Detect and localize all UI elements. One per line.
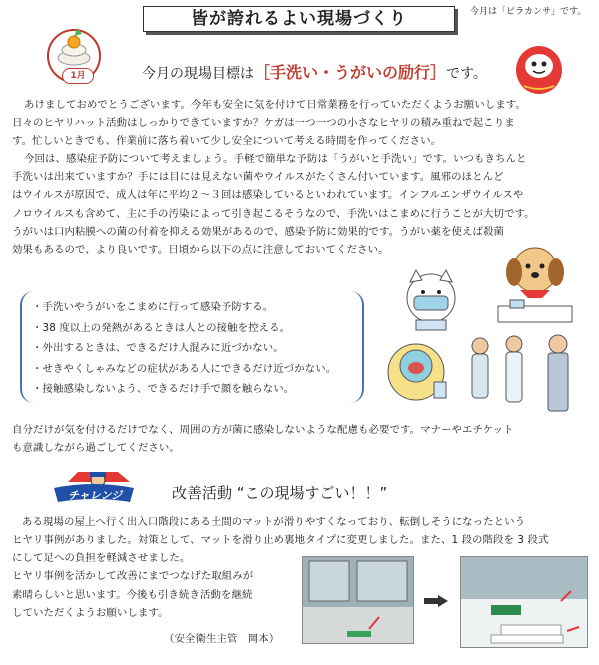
kaizen-comment [12, 567, 302, 623]
kaizen-comment-line: ヒヤリ事例を活かして改善にまでつなげた取組みが [12, 570, 254, 582]
signature: （安全衛生主管 岡本） [164, 633, 280, 645]
challenge-badge [48, 470, 138, 506]
kaizen-line: ある現場の屋上へ行く出入口階段にある土間のマットが滑りやすくなっており、転倒しそうになったという [22, 516, 526, 528]
kaizen-line: ヒヤリ事例がありました。対策として、マットを滑り止め裏地タイプに変更しました。また、1 段の階段を 3 段式 [12, 534, 549, 547]
intro-line: 今回は、感染症予防について考えましょう。手軽で簡単な予防は「うがいと手洗い」です。いつもきちんと [24, 153, 527, 166]
gargling-person-illustration [384, 336, 454, 406]
kaizen-title: 改善活動 “この現場すごい！！” [172, 484, 388, 502]
precaution-list [32, 297, 362, 400]
precaution-item: ・38 度以上の発熱があるときは人との接触を控える。 [32, 321, 291, 334]
precaution-item: ・接触感染しないよう、できるだけ手で顔を触らない。 [32, 383, 295, 395]
intro-line: 日々のヒヤリハット活動はしっかりできていますか？ケガは一つ一つの小さなヒヤリの積み重ねで起こりま [12, 117, 515, 130]
kaizen-line: にして足への負担を軽減させました。 [12, 552, 191, 565]
intro-line: す。忙しいときでも、作業前に落ち着いて少し安全について考える時間を作ってください。 [12, 135, 442, 148]
intro-line: ノロウイルスも含めて、主に手の汚染によって引き起こるそうなので、手洗いはこまめに行うことが大切です。 [12, 207, 535, 220]
page-title: 皆が誇れるよい現場づくり [143, 6, 455, 32]
intro-line: はウイルスが原因で、成人は年に平均２〜３回は感染しているといわれています。インフルエンザウイルスや [12, 189, 524, 202]
dog-icon [490, 238, 580, 330]
intro-line: あけましておめでとうございます。今年も安全に気を付けて日常業務を行っていただくようお願いします。 [24, 99, 526, 111]
closing-line: も意識しながら過ごしてください。 [12, 442, 180, 455]
precaution-item: ・せきやくしゃみなどの症状がある人にできるだけ近づかない。 [32, 362, 337, 375]
daruma-illustration [514, 42, 564, 96]
gargle-icon [384, 336, 454, 406]
monthly-goal [142, 60, 487, 83]
precaution-item: ・外出するときは、できるだけ人混みに近づかない。 [32, 342, 284, 354]
kaizen-comment-line: していただくようお願いします。 [12, 607, 169, 619]
before-photo [302, 556, 414, 644]
intro-line: 手洗いは出来ていますか？手には目には見えない菌やウイルスがたくさん付いています。風邪のほとんど [12, 171, 504, 184]
kaizen-comment-line: 素晴らしいと思います。今後も引き続き活動を継続 [12, 588, 253, 601]
dog-handwashing-illustration [490, 238, 580, 330]
closing-paragraph [12, 421, 590, 457]
intro-paragraph [12, 96, 590, 259]
month-flower-note: 今月は「ピラカンサ」です。 [470, 7, 587, 17]
goal-prefix: 今月の現場目標は [142, 66, 254, 82]
stairs-before-image [303, 557, 413, 643]
intro-line: うがいは口内粘膜への菌の付着を抑える効果があるので、感染予防に効果的です。うがい薬を使えば殺菌 [12, 225, 505, 238]
after-photo [460, 556, 588, 648]
precaution-item: ・手洗いやうがいをこまめに行って感染予防する。 [32, 301, 274, 313]
stairs-after-image [461, 557, 587, 647]
office-workers-illustration [462, 332, 582, 416]
challenge-badge-label: チャレンジ [67, 489, 123, 502]
goal-suffix: です。 [446, 66, 487, 82]
sick-cat-illustration [400, 268, 462, 332]
intro-line: 効果もあるので、より良いです。日頃から以下の点に注意しておいてください。 [12, 243, 389, 256]
closing-line: 自分だけが気を付けるだけでなく、周囲の方が菌に感染しないような配慮も必要です。マナーやエチケット [12, 424, 514, 436]
arrow-icon [424, 592, 448, 604]
goal-target: ［手洗い・うがいの励行］ [254, 63, 447, 82]
sick-cat-icon [400, 268, 462, 332]
month-label: 1月 [70, 71, 86, 81]
daruma-icon [514, 42, 564, 96]
people-icon [462, 332, 582, 416]
month-badge [62, 68, 94, 84]
